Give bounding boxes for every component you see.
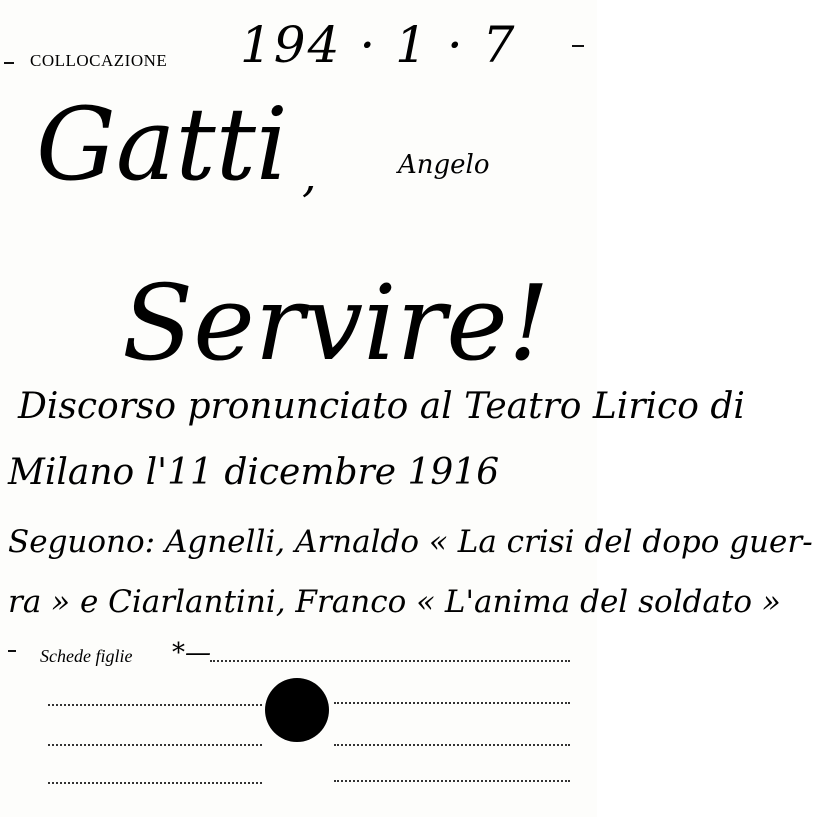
work-title: Servire! xyxy=(122,262,550,384)
dotted-line-4b xyxy=(334,780,570,782)
author-comma: , xyxy=(302,148,317,202)
collocazione-label: COLLOCAZIONE xyxy=(30,51,168,70)
dotted-line-4a xyxy=(48,782,262,784)
description-line-3: Seguono: Agnelli, Arnaldo « La crisi del dopo guer- xyxy=(8,524,813,560)
shelfmark: 194 · 1 · 7 xyxy=(240,16,517,74)
description-line-1: Discorso pronunciato al Teatro Lirico di xyxy=(18,386,745,427)
description-line-2: Milano l'11 dicembre 1916 xyxy=(8,452,500,493)
dotted-line-2a xyxy=(48,704,262,706)
punch-hole xyxy=(265,678,329,742)
left-margin-tick xyxy=(4,62,14,64)
author-first-name: Angelo xyxy=(398,150,490,180)
dotted-line-3b xyxy=(334,744,570,746)
description-line-4: ra » e Ciarlantini, Franco « L'anima del soldato » xyxy=(8,584,781,620)
author-surname: Gatti xyxy=(36,86,288,203)
schede-figlie-label: Schede figlie xyxy=(40,646,133,666)
schede-figlie-mark: *— xyxy=(172,638,211,668)
dotted-line-1 xyxy=(210,660,570,662)
right-margin-tick xyxy=(572,45,584,47)
left-margin-tick-lower xyxy=(8,650,16,652)
dotted-line-2b xyxy=(334,702,570,704)
dotted-line-3a xyxy=(48,744,262,746)
